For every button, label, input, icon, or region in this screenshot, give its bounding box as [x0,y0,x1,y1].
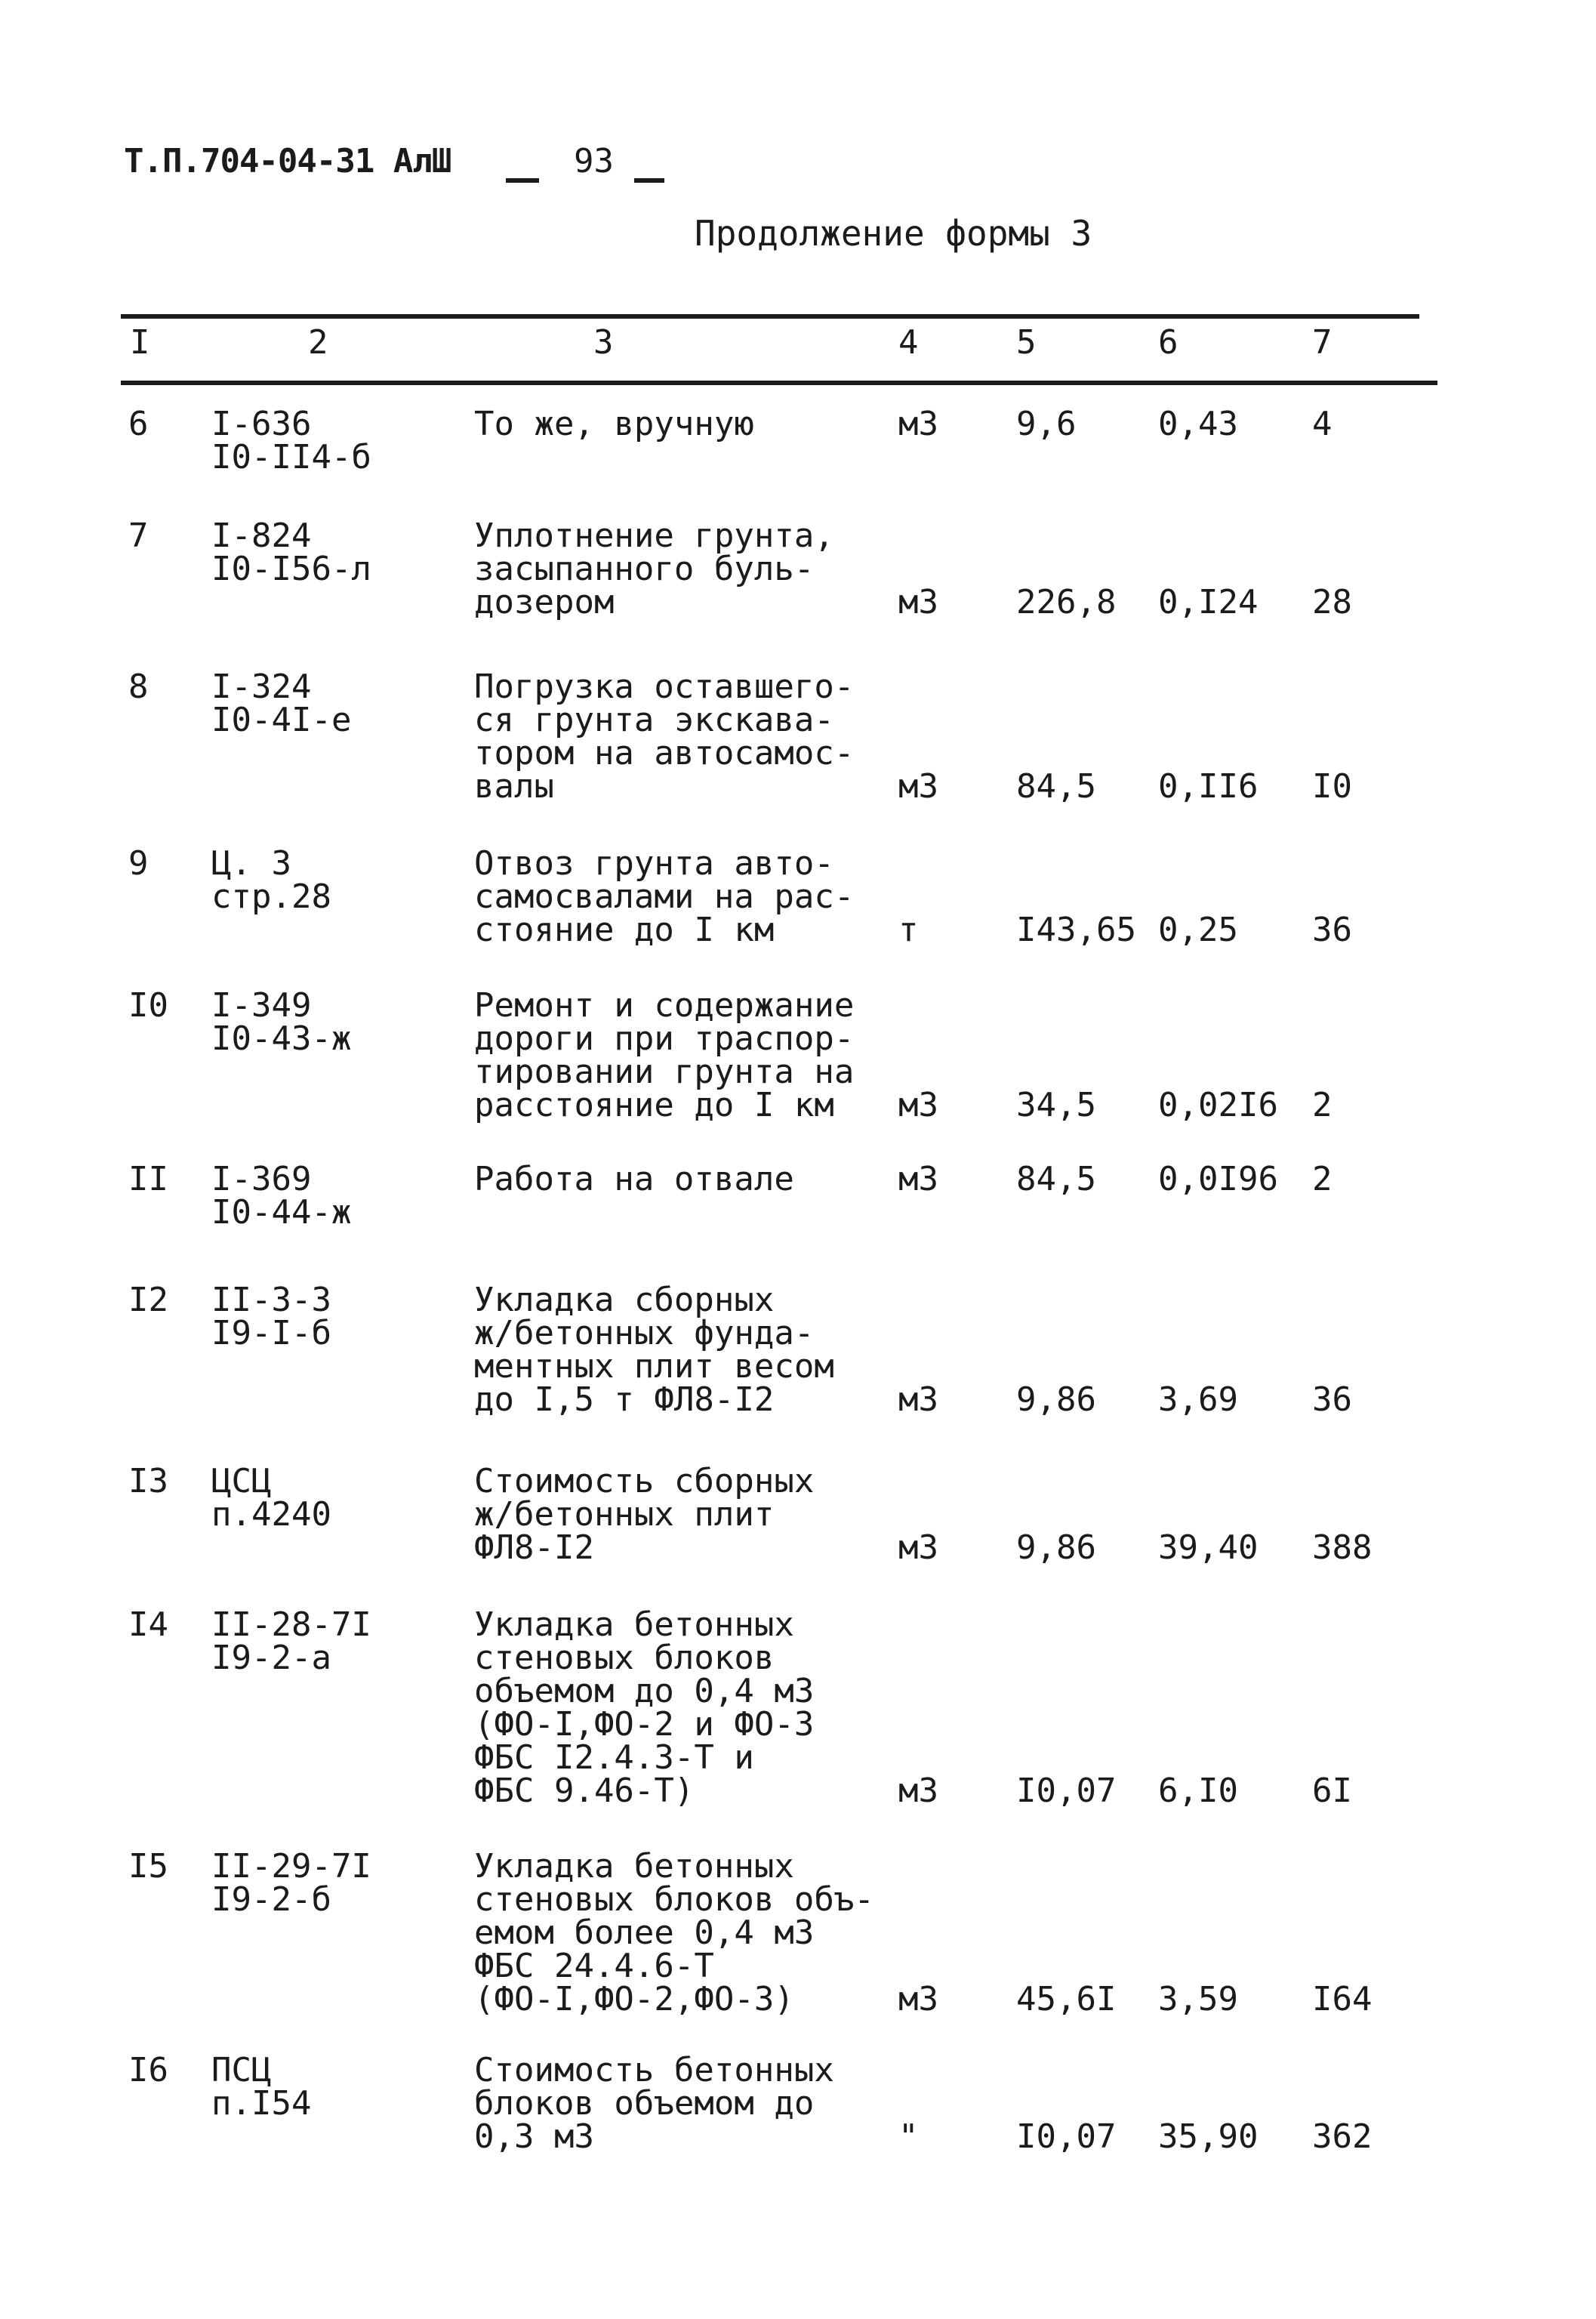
table-top-rule [121,314,1419,319]
cost-reference: I-636 I0-II4-б [211,405,371,476]
document-code: Т.П.704-04-31 АлШ [124,142,451,180]
total-cost: 388 [1312,1528,1373,1567]
cost-reference: I-349 I0-43-ж [211,986,352,1058]
row-number: I5 [128,1847,168,1886]
total-cost: I0 [1312,767,1352,806]
total-cost: 28 [1312,583,1352,621]
quantity: 9,86 [1016,1380,1096,1419]
unit: м3 [898,1980,938,2018]
quantity: 9,6 [1016,405,1077,443]
unit-cost: 0,02I6 [1158,1086,1278,1124]
quantity: I43,65 [1016,911,1136,949]
row-number: II [128,1160,168,1198]
quantity: I0,07 [1016,2117,1117,2156]
column-header: 6 [1158,323,1179,362]
total-cost: 2 [1312,1086,1333,1124]
total-cost: 36 [1312,911,1352,949]
total-cost: 6I [1312,1772,1352,1810]
unit: т [898,911,919,949]
unit-cost: 35,90 [1158,2117,1259,2156]
unit-cost: 3,59 [1158,1980,1238,2018]
cost-reference: II-28-7I I9-2-а [211,1605,371,1677]
row-number: I4 [128,1605,168,1644]
unit: м3 [898,583,938,621]
work-description: Стоимость бетонных блоков объемом до 0,3 м3 [474,2051,834,2156]
unit: м3 [898,1086,938,1124]
quantity: 84,5 [1016,767,1096,806]
unit: м3 [898,1528,938,1567]
page-number: 93 [574,142,614,180]
quantity: 84,5 [1016,1160,1096,1198]
cost-reference: Ц. 3 стр.28 [211,844,331,916]
row-number: I3 [128,1462,168,1500]
row-number: 9 [128,844,149,883]
header-dash [506,178,539,183]
unit: " [898,2117,919,2156]
unit-cost: 0,0I96 [1158,1160,1278,1198]
unit-cost: 6,I0 [1158,1772,1238,1810]
total-cost: 36 [1312,1380,1352,1419]
work-description: Укладка сборных ж/бетонных фунда- ментных плит весом до I,5 т ФЛ8-I2 [474,1281,834,1419]
unit-cost: 3,69 [1158,1380,1238,1419]
quantity: 226,8 [1016,583,1117,621]
row-number: I2 [128,1281,168,1319]
quantity: 9,86 [1016,1528,1096,1567]
cost-reference: II-29-7I I9-2-б [211,1847,371,1919]
unit: м3 [898,1380,938,1419]
cost-reference: I-824 I0-I56-л [211,517,371,588]
work-description: Погрузка оставшего- ся грунта экскава- тором на автосамос- валы [474,668,855,806]
total-cost: 2 [1312,1160,1333,1198]
work-description: Уплотнение грунта, засыпанного буль- дозером [474,517,834,621]
work-description: Укладка бетонных стеновых блоков объемом до 0,4 м3 (ФО-I,ФО-2 и ФО-3 ФБС I2.4.3-Т и ФБС 9.46-Т) [474,1605,815,1810]
table-header-rule [121,381,1437,385]
column-header: 3 [593,323,614,362]
unit: м3 [898,1160,938,1198]
cost-reference: ЦСЦ п.4240 [211,1462,331,1534]
work-description: Укладка бетонных стеновых блоков объ- емом более 0,4 м3 ФБС 24.4.6-Т (ФО-I,ФО-2,ФО-3) [474,1847,874,2018]
quantity: 45,6I [1016,1980,1117,2018]
work-description: То же, вручную [474,405,754,443]
cost-reference: I-324 I0-4I-е [211,668,352,739]
column-header: 2 [308,323,328,362]
total-cost: 4 [1312,405,1333,443]
row-number: I0 [128,986,168,1025]
column-header: I [130,323,150,362]
total-cost: 362 [1312,2117,1373,2156]
row-number: 7 [128,517,149,555]
form-continuation-title: Продолжение формы 3 [695,213,1092,254]
column-header: 4 [898,323,919,362]
unit-cost: 0,I24 [1158,583,1259,621]
total-cost: I64 [1312,1980,1373,2018]
cost-reference: II-3-3 I9-I-б [211,1281,331,1352]
work-description: Ремонт и содержание дороги при траспор- тировании грунта на расстояние до I км [474,986,855,1124]
quantity: I0,07 [1016,1772,1117,1810]
work-description: Стоимость сборных ж/бетонных плит ФЛ8-I2 [474,1462,815,1567]
work-description: Работа на отвале [474,1160,794,1198]
column-header: 7 [1312,323,1333,362]
unit-cost: 39,40 [1158,1528,1259,1567]
quantity: 34,5 [1016,1086,1096,1124]
cost-reference: ПСЦ п.I54 [211,2051,312,2123]
unit-cost: 0,43 [1158,405,1238,443]
row-number: 8 [128,668,149,706]
unit: м3 [898,405,938,443]
unit-cost: 0,II6 [1158,767,1259,806]
cost-reference: I-369 I0-44-ж [211,1160,352,1232]
row-number: 6 [128,405,149,443]
column-header: 5 [1016,323,1037,362]
unit-cost: 0,25 [1158,911,1238,949]
row-number: I6 [128,2051,168,2089]
unit: м3 [898,1772,938,1810]
work-description: Отвоз грунта авто- самосвалами на рас- стояние до I км [474,844,855,949]
header-dash [634,178,664,183]
unit: м3 [898,767,938,806]
